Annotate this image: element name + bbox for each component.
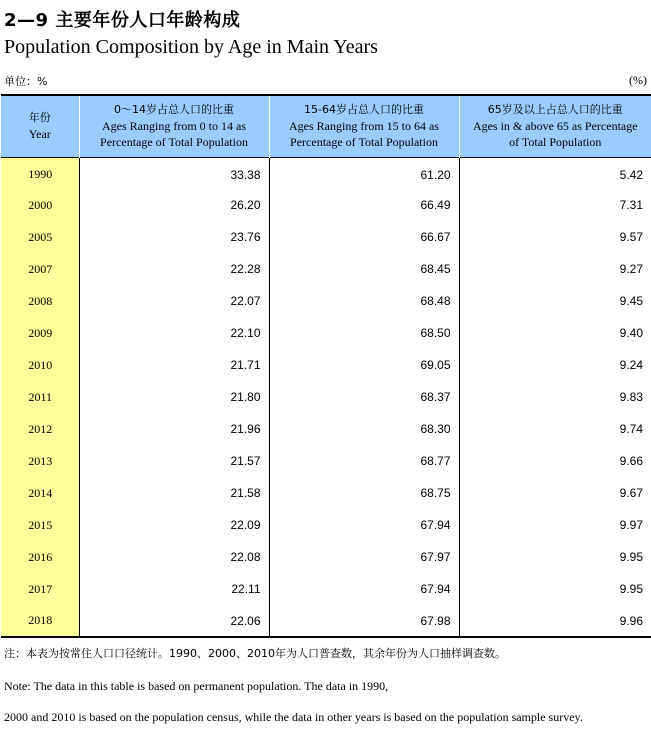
age-0-14-cell: 33.38 [79, 157, 269, 189]
table-row [1, 157, 651, 189]
header-age-0-14-cn: 0～14岁占总人口的比重 [114, 103, 234, 117]
header-age-0-14-en1: Ages Ranging from 0 to 14 as [102, 119, 246, 134]
table-row [1, 477, 651, 509]
age-65-above-cell: 9.96 [459, 605, 651, 637]
age-65-above-cell: 9.67 [459, 477, 651, 509]
note-en-line1: Note: The data in this table is based on permanent population. The data in 1990, [4, 679, 389, 693]
note-cn: 注：本表为按常住人口口径统计。1990、2000、2010年为人口普查数，其余年份为人口抽样调查数。 [4, 647, 506, 660]
age-composition-table [1, 94, 651, 638]
table-row [1, 189, 651, 221]
age-15-64-cell: 68.37 [269, 381, 459, 413]
year-cell: 2000 [1, 189, 79, 221]
header-age-0-14-en2: Percentage of Total Population [100, 135, 248, 150]
header-year-cn: 年份 [28, 111, 51, 125]
header-age-65-above [459, 95, 651, 157]
header-age-15-64-en2: Percentage of Total Population [290, 135, 438, 150]
age-65-above-cell: 7.31 [459, 189, 651, 221]
age-65-above-cell: 9.95 [459, 573, 651, 605]
year-cell: 2007 [1, 253, 79, 285]
age-0-14-cell: 21.80 [79, 381, 269, 413]
age-65-above-cell: 9.40 [459, 317, 651, 349]
header-age-15-64-cn: 15-64岁占总人口的比重 [304, 103, 424, 117]
age-15-64-cell: 68.48 [269, 285, 459, 317]
age-0-14-cell: 21.96 [79, 413, 269, 445]
page-title-en: Population Composition by Age in Main Years [4, 36, 378, 58]
table-row [1, 573, 651, 605]
age-65-above-cell: 9.74 [459, 413, 651, 445]
age-0-14-cell: 22.10 [79, 317, 269, 349]
age-0-14-cell: 26.20 [79, 189, 269, 221]
age-0-14-cell: 21.57 [79, 445, 269, 477]
year-cell: 2009 [1, 317, 79, 349]
table-row [1, 317, 651, 349]
age-0-14-cell: 22.07 [79, 285, 269, 317]
age-0-14-cell: 22.06 [79, 605, 269, 637]
header-age-15-64 [269, 95, 459, 157]
year-cell: 2012 [1, 413, 79, 445]
age-65-above-cell: 9.27 [459, 253, 651, 285]
table-row [1, 413, 651, 445]
age-65-above-cell: 9.95 [459, 541, 651, 573]
year-cell: 2011 [1, 381, 79, 413]
table-row [1, 221, 651, 253]
age-65-above-cell: 5.42 [459, 157, 651, 189]
page-title-cn: 2—9 主要年份人口年龄构成 [4, 10, 241, 31]
age-15-64-cell: 68.75 [269, 477, 459, 509]
age-15-64-cell: 66.49 [269, 189, 459, 221]
year-cell: 2013 [1, 445, 79, 477]
header-age-65-above-en2: of Total Population [509, 135, 602, 150]
age-65-above-cell: 9.24 [459, 349, 651, 381]
age-0-14-cell: 23.76 [79, 221, 269, 253]
header-age-15-64-en1: Ages Ranging from 15 to 64 as [289, 119, 439, 134]
year-cell: 2008 [1, 285, 79, 317]
age-15-64-cell: 67.94 [269, 509, 459, 541]
year-cell: 1990 [1, 157, 79, 189]
table-header-row [1, 95, 651, 157]
unit-label-right: (%) [629, 73, 647, 87]
age-15-64-cell: 67.97 [269, 541, 459, 573]
age-15-64-cell: 69.05 [269, 349, 459, 381]
age-0-14-cell: 21.71 [79, 349, 269, 381]
year-cell: 2017 [1, 573, 79, 605]
note-en-line2: 2000 and 2010 is based on the population census, while the data in other years is based on the population sample survey. [4, 710, 583, 724]
age-65-above-cell: 9.66 [459, 445, 651, 477]
age-15-64-cell: 67.94 [269, 573, 459, 605]
table-row [1, 349, 651, 381]
header-age-65-above-cn: 65岁及以上占总人口的比重 [487, 103, 623, 117]
year-cell: 2016 [1, 541, 79, 573]
header-age-65-above-en1: Ages in & above 65 as Percentage [472, 119, 638, 134]
age-0-14-cell: 22.08 [79, 541, 269, 573]
year-cell: 2018 [1, 605, 79, 637]
year-cell: 2015 [1, 509, 79, 541]
age-0-14-cell: 22.09 [79, 509, 269, 541]
table-row [1, 381, 651, 413]
table-row [1, 253, 651, 285]
table-row [1, 285, 651, 317]
table-row [1, 445, 651, 477]
age-0-14-cell: 22.11 [79, 573, 269, 605]
age-65-above-cell: 9.45 [459, 285, 651, 317]
age-65-above-cell: 9.83 [459, 381, 651, 413]
header-year-en: Year [28, 127, 51, 142]
table-row [1, 541, 651, 573]
age-65-above-cell: 9.57 [459, 221, 651, 253]
year-cell: 2010 [1, 349, 79, 381]
age-65-above-cell: 9.97 [459, 509, 651, 541]
age-15-64-cell: 68.45 [269, 253, 459, 285]
header-age-0-14 [79, 95, 269, 157]
age-15-64-cell: 67.98 [269, 605, 459, 637]
age-15-64-cell: 68.50 [269, 317, 459, 349]
table-row [1, 605, 651, 637]
header-year [1, 95, 79, 157]
age-15-64-cell: 66.67 [269, 221, 459, 253]
age-15-64-cell: 68.30 [269, 413, 459, 445]
age-0-14-cell: 22.28 [79, 253, 269, 285]
unit-label: 单位：% [4, 75, 48, 88]
age-15-64-cell: 68.77 [269, 445, 459, 477]
age-15-64-cell: 61.20 [269, 157, 459, 189]
table-row [1, 509, 651, 541]
year-cell: 2014 [1, 477, 79, 509]
year-cell: 2005 [1, 221, 79, 253]
age-0-14-cell: 21.58 [79, 477, 269, 509]
